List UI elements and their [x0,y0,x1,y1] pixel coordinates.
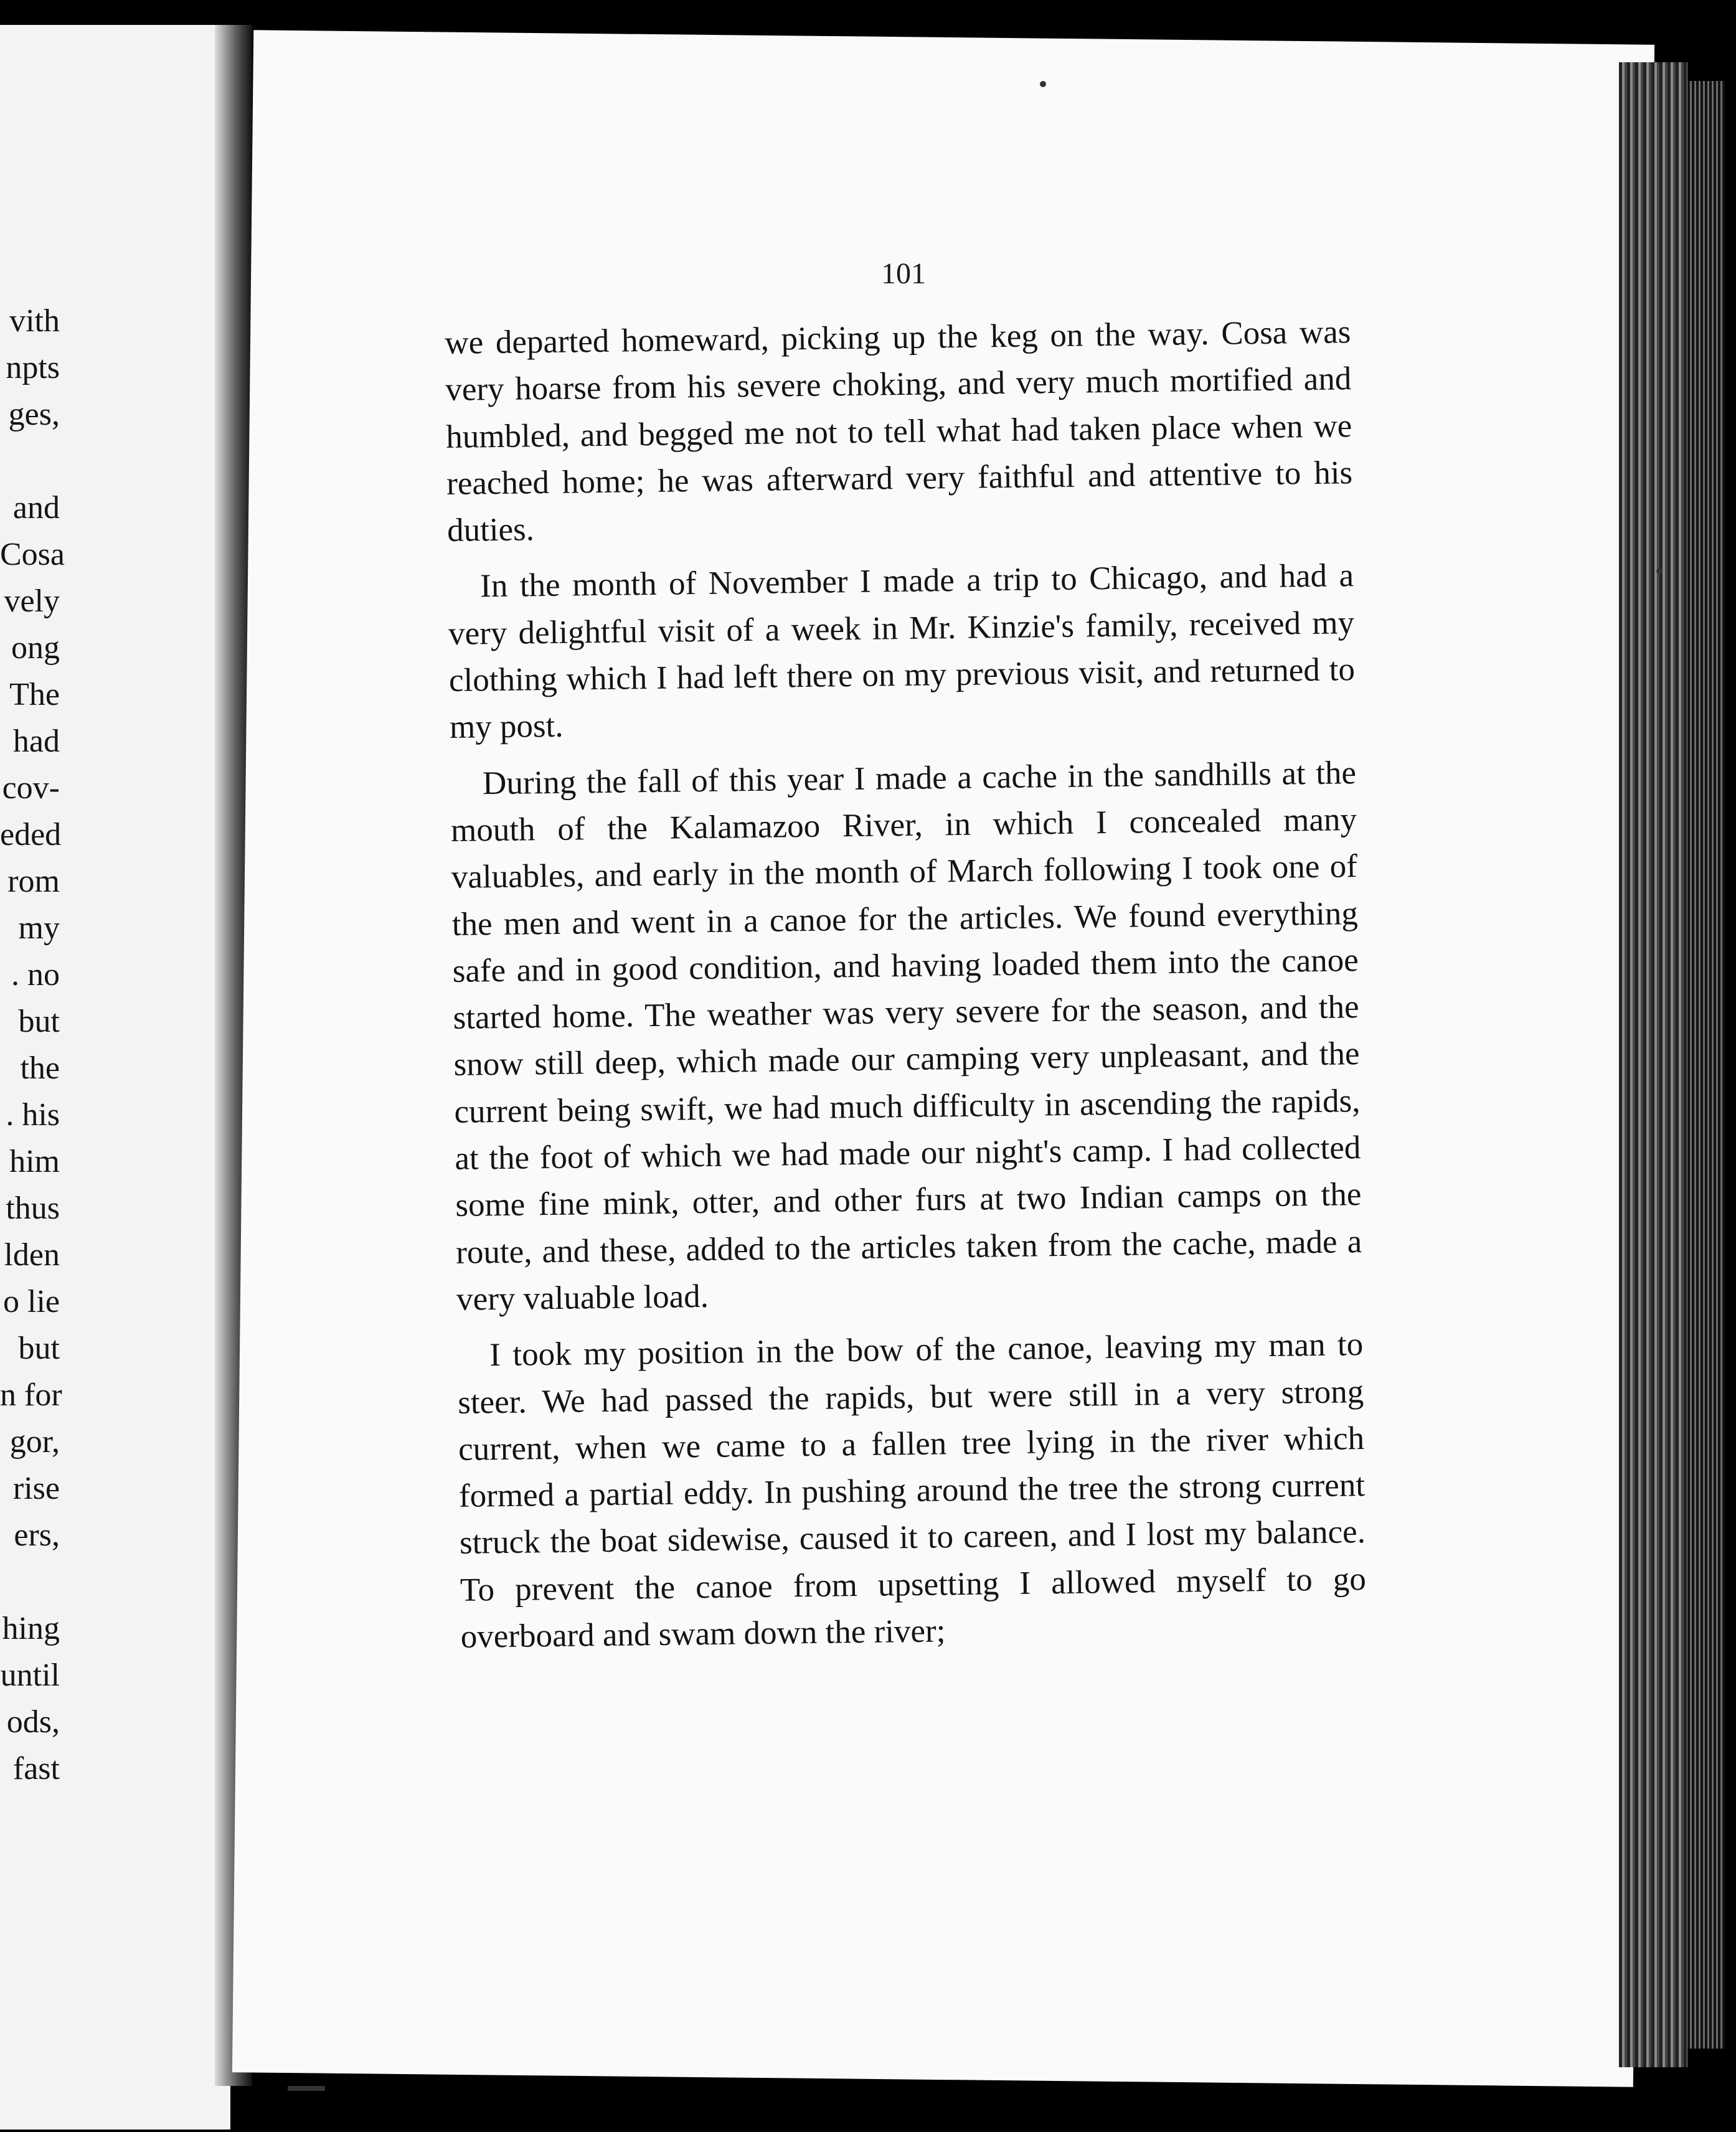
left-line: had [12,724,60,759]
left-line: my [18,910,60,946]
scan-speck [1656,568,1663,574]
left-line: cov- [2,770,60,806]
left-line: ers, [14,1517,60,1553]
paragraph: In the month of November I made a trip to Chicago, and had a very delightful visit of a week in Mr. Kinzie's family, received my clothing which I had left there on my previous visit, and returned to my post. [448,557,1356,746]
left-line: The [9,677,60,712]
left-line: . no [11,957,60,993]
left-line: fast [12,1751,60,1786]
left-line: Cosa [0,537,65,572]
left-line: npts [6,350,60,385]
left-line: lden [4,1237,60,1273]
page-body [445,309,1367,1670]
left-line: hing [2,1611,60,1646]
left-line: ong [11,630,60,666]
left-line: vely [4,583,60,619]
left-line: thus [6,1191,60,1226]
left-line: ods, [6,1704,60,1740]
scan-speck [288,2086,325,2091]
page-edges [1619,62,1687,2067]
left-line: . his [6,1097,60,1133]
left-line: ges, [8,397,60,432]
left-line: n for [0,1377,62,1413]
left-line: but [18,1004,60,1039]
paragraph: we departed homeward, picking up the keg on the way. Cosa was very hoarse from his severe choking, and very much mortified and humbled, and begged me not to tell what had taken place when we reached home; he was afterward very faithful and attentive to his duties. [445,314,1353,549]
scan-speck [1040,81,1046,87]
left-line: him [9,1144,60,1179]
left-line [0,1559,60,1605]
page-number: 101 [881,257,926,290]
left-line: gor, [9,1424,60,1460]
left-line: and [12,490,60,526]
left-line: the [20,1050,60,1086]
left-line [0,438,60,484]
left-line: until [0,1658,60,1693]
left-line: rise [12,1471,60,1506]
left-line: eded [0,817,62,852]
left-line: rom [7,864,60,899]
left-line: o lie [3,1284,60,1319]
left-line: vith [9,303,60,339]
left-page-text [0,298,65,1792]
page-edges-outer [1687,81,1725,2049]
paragraph: During the fall of this year I made a cache in the sandhills at the mouth of the Kalamazoo River, in which I concealed many valuables, and early in the month of March following I took one of the men and went in a canoe for the articles. We found everything safe and in good condition, and having loaded them into the canoe started home. The weather was very severe for the season, and the snow still deep, which made our camping very unpleasant, and the current being swift, we had much difficulty in ascending the rapids, at the foot of which we had made our night's camp. I had collected some fine mink, otter, and other furs at two Indian camps on the route, and these, added to the articles taken from the cache, made a very valuable load. [450,754,1362,1318]
paragraph: I took my position in the bow of the canoe, leaving my man to steer. We had passed the rapids, but were still in a very strong current, when we came to a fallen tree lying in the river which formed a partial eddy. In pushing around the tree the strong current struck the boat sidewise, caused it to careen, and I lost my balance. To prevent the canoe from upsetting I allowed myself to go overboard and swam down the river; [457,1326,1367,1655]
left-line: but [18,1331,60,1366]
